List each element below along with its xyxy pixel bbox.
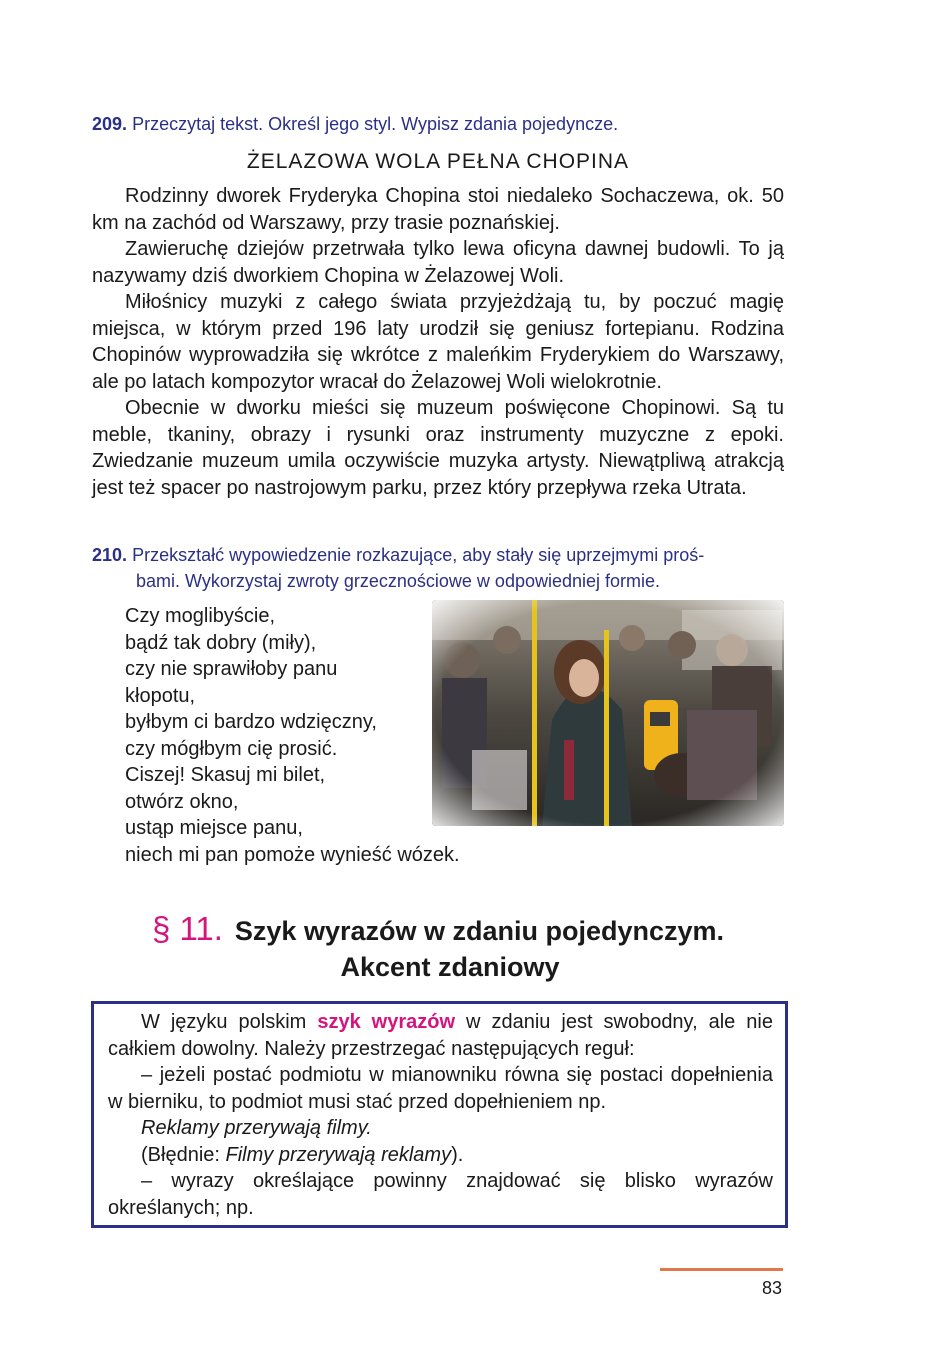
exercise-number: 210.: [92, 545, 128, 565]
phrase: otwórz okno,: [125, 790, 239, 813]
rule-example: [108, 1115, 773, 1142]
phrase: niech mi pan pomoże wynieść wózek.: [125, 843, 460, 866]
reading-title: ŻELAZOWA WOLA PEŁNA CHOPINA: [246, 150, 630, 173]
bus-passengers-photo: [432, 600, 784, 826]
section-number: § 11.: [151, 910, 223, 947]
phrase: Ciszej! Skasuj mi bilet,: [125, 764, 326, 786]
phrase: czy nie sprawiłoby panu: [125, 658, 338, 680]
exercise-209-instruction: [92, 111, 784, 137]
rule-text: w zdaniu jest swobodny, ale nie całkiem dowolny. Należy przestrzegać następujących reguł:: [108, 1011, 773, 1060]
exercise-number: 209.: [92, 114, 128, 134]
rule-text: ).: [451, 1143, 464, 1166]
paragraph: Zawieruchę dziejów przetrwała tylko lewa oficyna dawnej budowli. To ją nazywamy dziś dworkiem Chopina w Żelazowej Woli.: [92, 238, 784, 287]
rule-paragraph: [108, 1009, 773, 1062]
wrong-example: Filmy przerywają reklamy: [225, 1143, 452, 1166]
polite-phrases-list: [125, 603, 460, 868]
paragraph: Rodzinny dworek Fryderyka Chopina stoi niedaleko Sochaczewa, ok. 50 km na zachód od Warszawy, przy trasie poznańskiej.: [92, 185, 784, 234]
section-title-line1: [92, 910, 784, 948]
paragraph: Miłośnicy muzyki z całego świata przyjeżdżają tu, by poczuć magię miejsca, w którym przed 196 laty urodził się geniusz fortepianu. Rodzina Chopinów wyprowadziła się wkrótce z maleńkim Fryderykiem do Warszawy, ale po latach kompozytor wracał do Żelazowej Woli wielokrotnie.: [92, 291, 784, 393]
section-heading: [92, 910, 784, 983]
exercise-instruction-line2: bami. Wykorzystaj zwroty grzecznościowe w odpowiedniej formie.: [136, 571, 661, 591]
phrase: kłopotu,: [125, 684, 196, 707]
paragraph: Obecnie w dworku mieści się muzeum poświęcone Chopinowi. Są tu meble, tkaniny, obrazy i rysunki oraz instrumenty muzyczne z epoki. Zwiedzanie muzeum umila oczywiście muzyka artysty. Niewątpliwą atrakcją jest też spacer po nastrojowym parku, przez który przepływa rzeka Utrata.: [92, 397, 784, 499]
page-number: 83: [761, 1278, 782, 1298]
phrase: czy mógłbym cię prosić.: [125, 737, 338, 760]
photo-illustration: [432, 600, 784, 826]
rule-counter-example: [108, 1142, 773, 1169]
rule-text: W języku polskim: [141, 1011, 318, 1033]
rule-paragraph: – wyrazy określające powinny znajdować się blisko wyrazów określanych; np.: [108, 1170, 773, 1219]
exercise-210-instruction: [92, 542, 784, 594]
exercise-instruction-line1: Przekształć wypowiedzenie rozkazujące, aby stały się uprzejmymi proś-: [132, 545, 705, 565]
rule-text: (Błędnie:: [141, 1143, 226, 1166]
rule-paragraph: – jeżeli postać podmiotu w mianowniku równa się postaci dopełnienia w bierniku, to podmiot musi stać przed dopełnieniem np.: [108, 1064, 773, 1113]
key-term: szyk wyrazów: [317, 1011, 456, 1033]
section-title-line2: Akcent zdaniowy: [340, 952, 560, 982]
exercise-instruction-text: Przeczytaj tekst. Określ jego styl. Wypisz zdania pojedyncze.: [132, 114, 619, 134]
section-title-text: Szyk wyrazów w zdaniu pojedynczym.: [234, 916, 725, 946]
phrase: bądź tak dobry (miły),: [125, 631, 317, 654]
phrase: Czy moglibyście,: [125, 605, 276, 627]
footer-divider: [660, 1268, 783, 1271]
reading-text: [92, 183, 784, 501]
grammar-rule-box: [91, 1001, 788, 1228]
phrase: ustąp miejsce panu,: [125, 817, 303, 839]
phrase: byłbym ci bardzo wdzięczny,: [125, 711, 377, 733]
example-sentence: Reklamy przerywają filmy.: [141, 1117, 372, 1139]
